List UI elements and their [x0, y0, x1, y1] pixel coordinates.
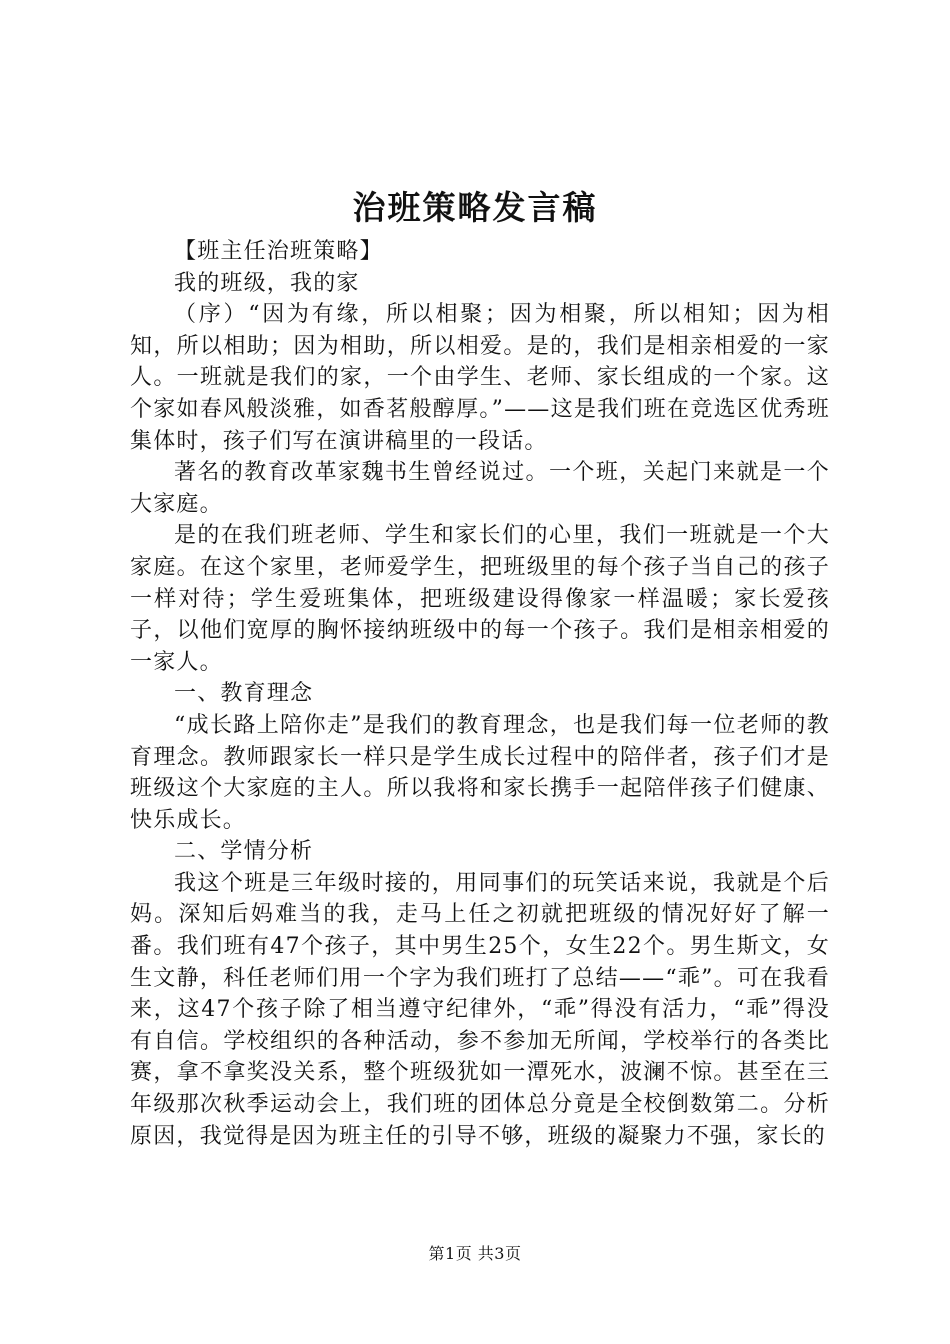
paragraph-family: 是的在我们班老师、学生和家长们的心里，我们一班就是一个大家庭。在这个家里，老师爱学生，把班级里的每个孩子当自己的孩子一样对待；学生爱班集体，把班级建设得像家一样温暖；家长爱孩子，以他们宽厚的胸怀接纳班级中的每一个孩子。我们是相亲相爱的一家人。	[130, 523, 830, 675]
subtitle-line: 我的班级，我的家	[174, 270, 360, 296]
document-body	[130, 236, 830, 1152]
paragraph-preface: （序）“因为有缘，所以相聚；因为相聚，所以相知；因为相知，所以相助；因为相助，所以相爱。是的，我们是相亲相爱的一家人。一班就是我们的家，一个由学生、老师、家长组成的一个家。这个家如春风般淡雅，如香茗般醇厚。”——这是我们班在竞选区优秀班集体时，孩子们写在演讲稿里的一段话。	[130, 302, 830, 454]
paragraph-quote: 著名的教育改革家魏书生曾经说过。一个班，关起门来就是一个大家庭。	[130, 460, 830, 517]
document-title: 治班策略发言稿	[352, 188, 598, 227]
heading-student-analysis: 二、学情分析	[174, 839, 314, 865]
paragraph-philosophy: “成长路上陪你走”是我们的教育理念，也是我们每一位老师的教育理念。教师跟家长一样只是学生成长过程中的陪伴者，孩子们才是班级这个大家庭的主人。所以我将和家长携手一起陪伴孩子们健康、快乐成长。	[130, 712, 830, 833]
heading-education-philosophy: 一、教育理念	[174, 681, 314, 707]
section-label: 【班主任治班策略】	[174, 239, 383, 264]
page-number-footer: 第1页 共3页	[428, 1244, 522, 1263]
paragraph-analysis: 我这个班是三年级时接的，用同事们的玩笑话来说，我就是个后妈。深知后妈难当的我，走马上任之初就把班级的情况好好了解一番。我们班有47个孩子，其中男生25个，女生22个。男生斯文，女生文静，科任老师们用一个字为我们班打了总结——“乖”。可在我看来，这47个孩子除了相当遵守纪律外，“乖”得没有活力，“乖”得没有自信。学校组织的各种活动，参不参加无所闻，学校举行的各类比赛，拿不拿奖没关系，整个班级犹如一潭死水，波澜不惊。甚至在三年级那次秋季运动会上，我们班的团体总分竟是全校倒数第二。分析原因，我觉得是因为班主任的引导不够，班级的凝聚力不强，家长的	[130, 870, 830, 1149]
